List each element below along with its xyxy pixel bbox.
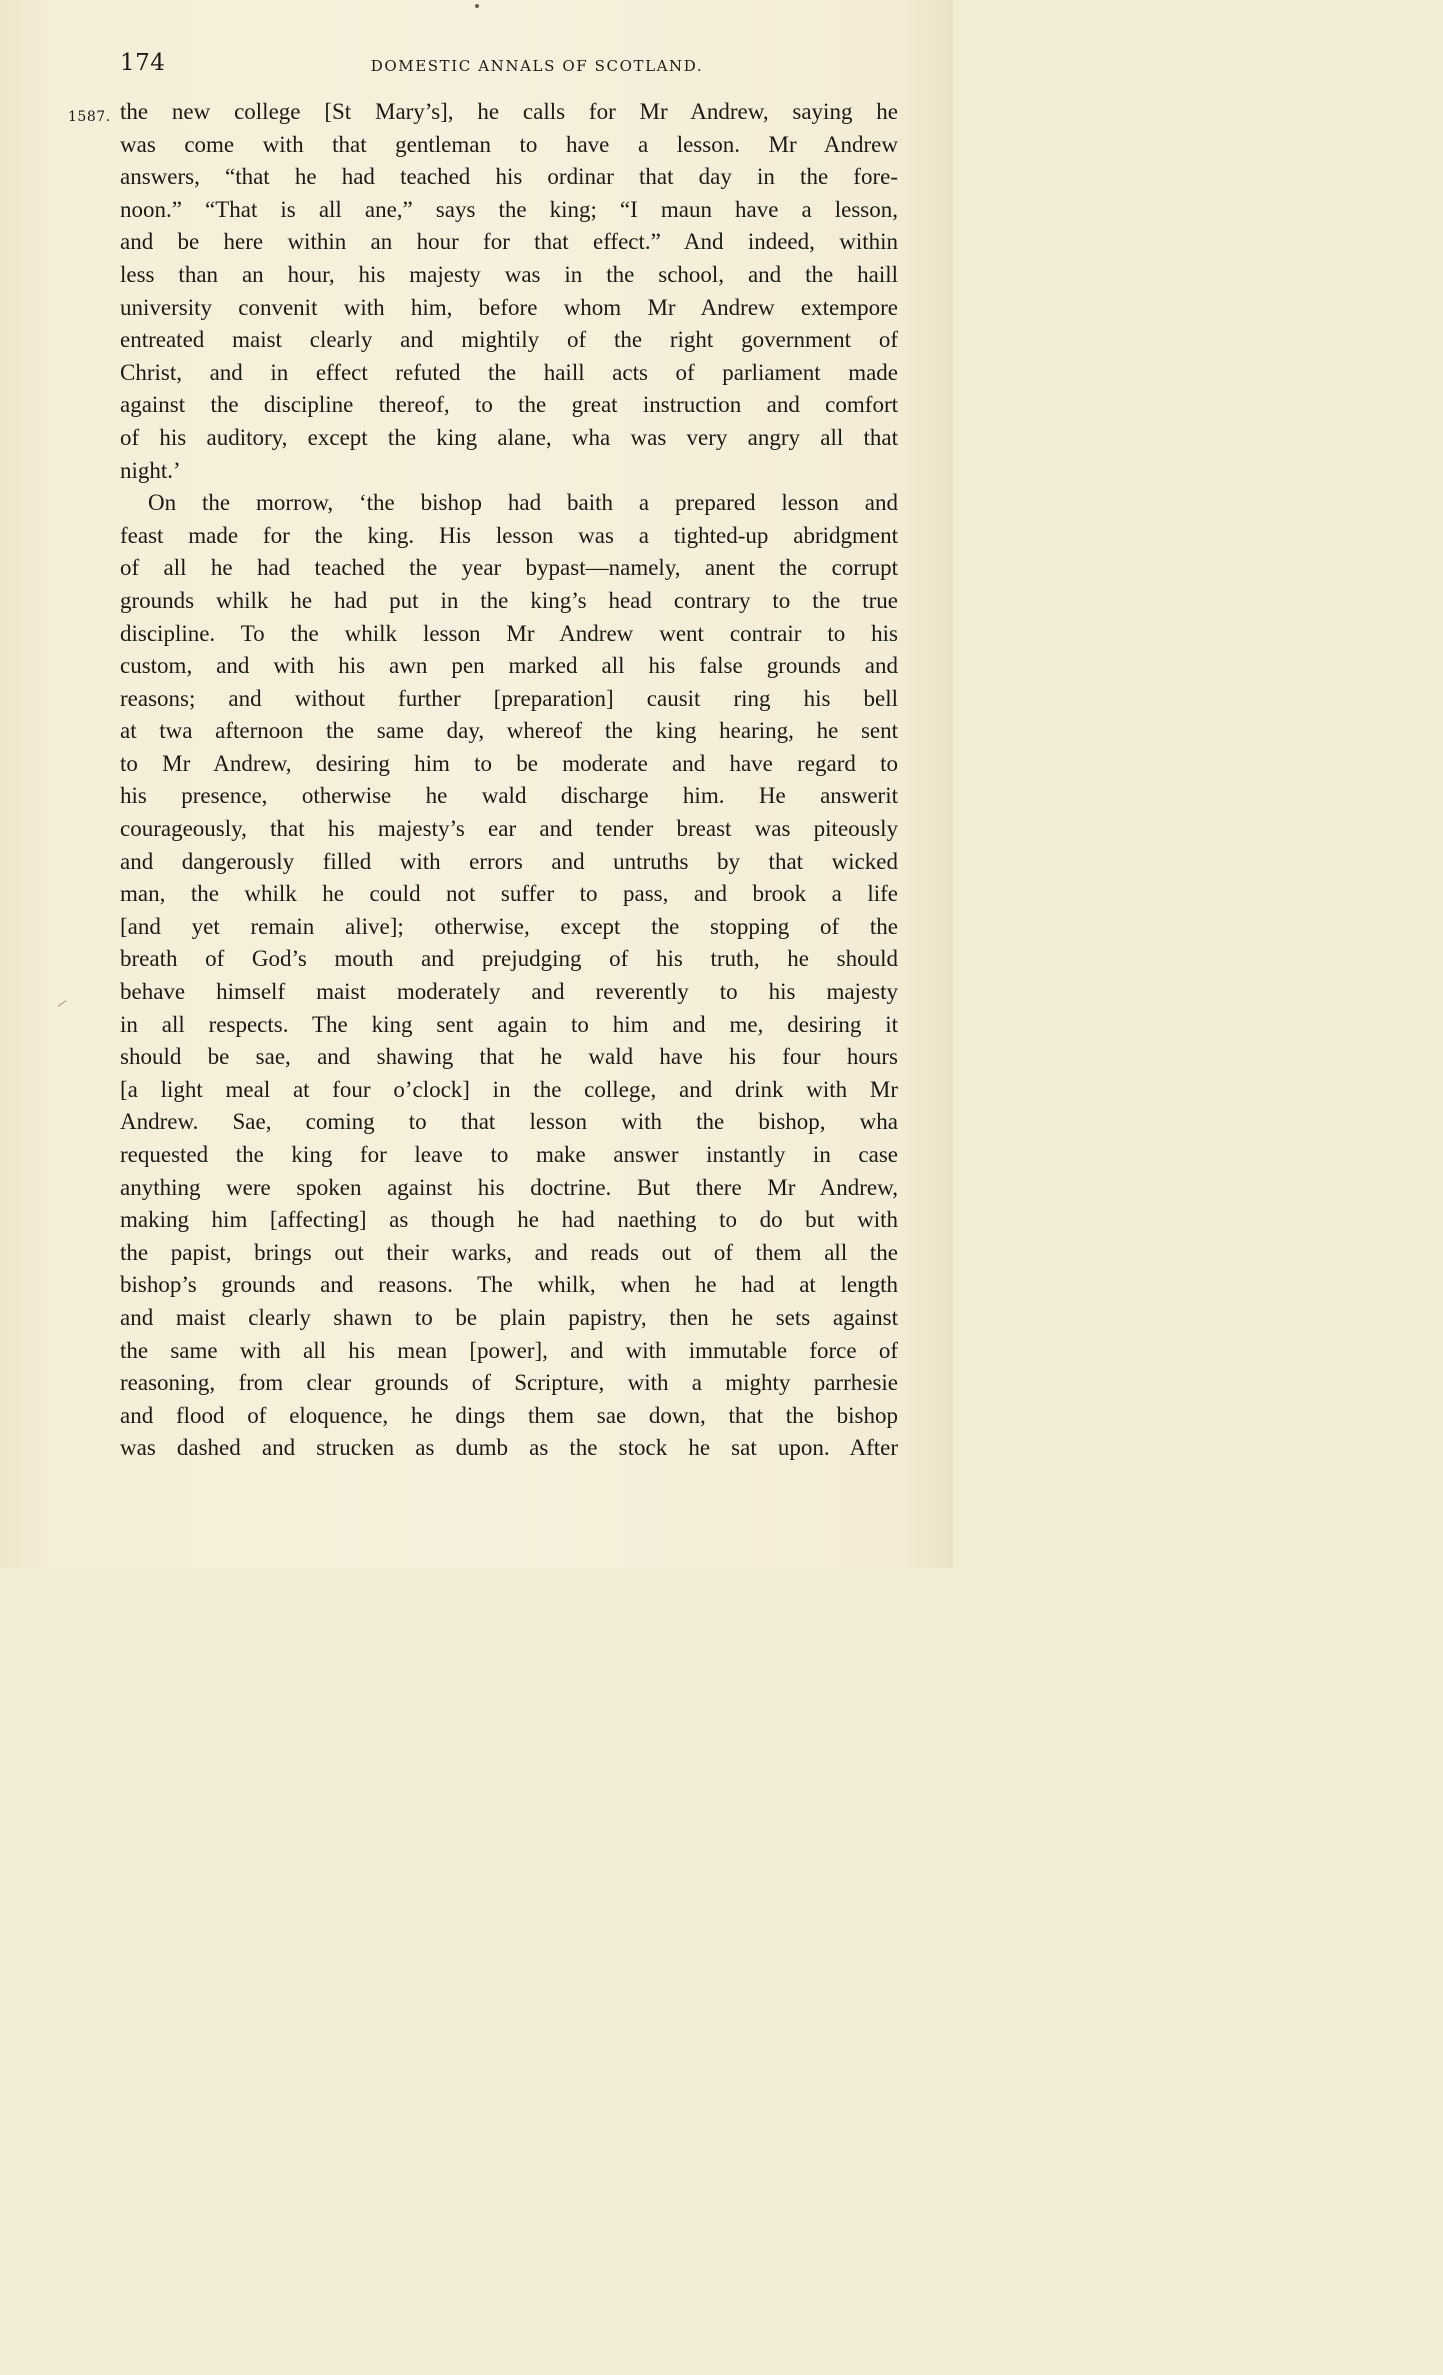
text-line: anything were spoken against his doctrine. But there Mr Andrew, (120, 1174, 898, 1200)
text-line: to Mr Andrew, desiring him to be moderate and have regard to (120, 750, 898, 776)
text-line: was dashed and strucken as dumb as the stock he sat upon. After (120, 1435, 898, 1461)
text-line: noon.” “That is all ane,” says the king; “I maun have a lesson, (120, 196, 898, 222)
book-page (0, 0, 953, 1568)
text-line: should be sae, and shawing that he wald have his four hours (120, 1044, 898, 1070)
text-line: man, the whilk he could not suffer to pass, and brook a life (120, 881, 898, 907)
text-line: was come with that gentleman to have a lesson. Mr Andrew (120, 131, 898, 157)
text-line: grounds whilk he had put in the king’s head contrary to the true (120, 587, 898, 613)
running-head (120, 44, 898, 84)
text-line: less than an hour, his majesty was in the school, and the haill (120, 261, 898, 287)
text-line: night.’ (120, 457, 181, 483)
text-line: and flood of eloquence, he dings them sae down, that the bishop (120, 1402, 898, 1428)
text-line: in all respects. The king sent again to him and me, desiring it (120, 1011, 898, 1037)
text-line: On the morrow, ‘the bishop had baith a prepared lesson and (148, 490, 898, 516)
ink-speck (475, 4, 479, 8)
text-line: reasoning, from clear grounds of Scripture, with a mighty parrhesie (120, 1370, 898, 1396)
text-line: his presence, otherwise he wald discharge him. He answerit (120, 783, 898, 809)
margin-year: 1587. (68, 109, 111, 125)
text-line: and be here within an hour for that effect.” And indeed, within (120, 229, 898, 255)
text-line: courageously, that his majesty’s ear and tender breast was piteously (120, 816, 898, 842)
text-line: [a light meal at four o’clock] in the college, and drink with Mr (120, 1076, 898, 1102)
text-line: of all he had teached the year bypast—namely, anent the corrupt (120, 555, 898, 581)
text-line: Christ, and in effect refuted the haill acts of parliament made (120, 359, 898, 385)
text-line: custom, and with his awn pen marked all his false grounds and (120, 653, 898, 679)
text-line: reasons; and without further [preparation] causit ring his bell (120, 685, 898, 711)
text-line: the new college [St Mary’s], he calls for Mr Andrew, saying he (120, 99, 898, 124)
margin-pencil-mark (58, 1000, 67, 1007)
running-head-title: DOMESTIC ANNALS OF SCOTLAND. (370, 57, 704, 75)
text-line: university convenit with him, before whom Mr Andrew extempore (120, 294, 898, 320)
text-line: the papist, brings out their warks, and reads out of them all the (120, 1239, 898, 1265)
text-line: of his auditory, except the king alane, wha was very angry all that (120, 424, 898, 450)
text-line: and dangerously filled with errors and untruths by that wicked (120, 848, 898, 874)
text-line: entreated maist clearly and mightily of the right government of (120, 327, 898, 353)
text-line: the same with all his mean [power], and with immutable force of (120, 1337, 898, 1363)
text-line: requested the king for leave to make answer instantly in case (120, 1142, 898, 1167)
text-line: against the discipline thereof, to the great instruction and comfort (120, 392, 898, 418)
text-line: discipline. To the whilk lesson Mr Andrew went contrair to his (120, 620, 898, 646)
text-line: answers, “that he had teached his ordinar that day in the fore- (120, 164, 898, 190)
text-line: breath of God’s mouth and prejudging of his truth, he should (120, 946, 898, 972)
text-line: and maist clearly shawn to be plain papistry, then he sets against (120, 1304, 898, 1330)
text-line: at twa afternoon the same day, whereof the king hearing, he sent (120, 718, 898, 744)
page-number: 174 (120, 50, 166, 76)
text-line: feast made for the king. His lesson was a tighted-up abridgment (120, 522, 898, 548)
text-line: Andrew. Sae, coming to that lesson with the bishop, wha (120, 1109, 898, 1135)
text-line: making him [affecting] as though he had naething to do but with (120, 1207, 898, 1233)
text-line: behave himself maist moderately and reverently to his majesty (120, 979, 898, 1005)
text-line: [and yet remain alive]; otherwise, except the stopping of the (120, 913, 898, 939)
body-text (120, 96, 898, 1465)
text-line: bishop’s grounds and reasons. The whilk, when he had at length (120, 1272, 898, 1298)
